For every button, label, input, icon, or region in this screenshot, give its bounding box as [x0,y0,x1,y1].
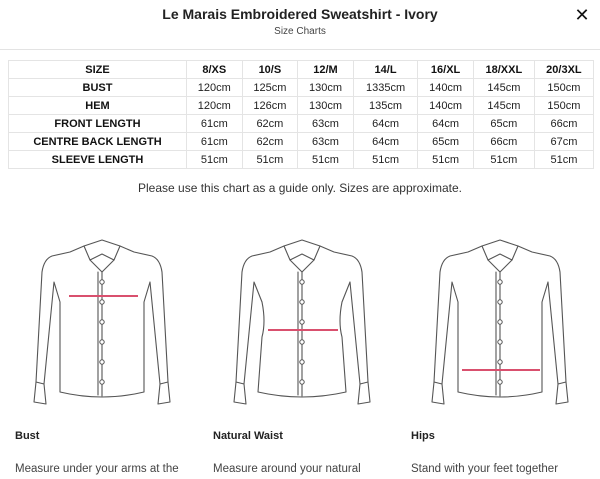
bust-label: Bust [15,430,40,442]
table-cell: 64cm [353,115,418,133]
table-cell: 51cm [534,151,593,169]
shirt-hips-icon [420,232,580,412]
table-row [9,151,594,169]
table-cell: 130cm [298,79,354,97]
natural-waist-description: Measure around your natural [213,463,361,475]
table-cell: 140cm [418,79,474,97]
table-cell: 135cm [353,97,418,115]
column-header: 8/XS [187,61,243,79]
size-chart-table [8,60,594,169]
table-cell: 63cm [298,115,354,133]
table-cell: 63cm [298,133,354,151]
column-header: 18/XXL [473,61,534,79]
row-label: FRONT LENGTH [9,115,187,133]
table-cell: 130cm [298,97,354,115]
table-cell: 62cm [242,133,298,151]
table-cell: 51cm [187,151,243,169]
table-cell: 66cm [473,133,534,151]
table-cell: 61cm [187,115,243,133]
row-label: CENTRE BACK LENGTH [9,133,187,151]
table-cell: 150cm [534,79,593,97]
modal-header [0,0,600,50]
row-label: BUST [9,79,187,97]
table-cell: 67cm [534,133,593,151]
table-cell: 51cm [353,151,418,169]
table-cell: 145cm [473,79,534,97]
modal-subtitle: Size Charts [274,26,326,37]
column-header: 10/S [242,61,298,79]
table-row [9,115,594,133]
table-cell: 62cm [242,115,298,133]
column-header: 20/3XL [534,61,593,79]
hips-description: Stand with your feet together [411,463,559,475]
table-cell: 65cm [473,115,534,133]
table-cell: 1335cm [353,79,418,97]
table-cell: 64cm [418,115,474,133]
table-cell: 120cm [187,97,243,115]
row-label: HEM [9,97,187,115]
table-cell: 65cm [418,133,474,151]
row-label: SLEEVE LENGTH [9,151,187,169]
shirt-bust-icon [22,232,182,412]
close-icon[interactable]: ✕ [574,5,590,25]
table-cell: 51cm [473,151,534,169]
table-cell: 140cm [418,97,474,115]
table-cell: 66cm [534,115,593,133]
table-header-row [9,61,594,79]
table-cell: 61cm [187,133,243,151]
table-row [9,79,594,97]
size-guide-note: Please use this chart as a guide only. Sizes are approximate. [138,181,462,195]
shirt-waist-icon [222,232,382,412]
natural-waist-label: Natural Waist [213,430,283,442]
column-header: 16/XL [418,61,474,79]
table-cell: 125cm [242,79,298,97]
table-row [9,97,594,115]
table-cell: 145cm [473,97,534,115]
table-cell: 126cm [242,97,298,115]
table-cell: 64cm [353,133,418,151]
column-header: 12/M [298,61,354,79]
table-cell: 51cm [418,151,474,169]
modal-title: Le Marais Embroidered Sweatshirt - Ivory [162,6,438,22]
table-cell: 51cm [298,151,354,169]
table-cell: 51cm [242,151,298,169]
column-header: 14/L [353,61,418,79]
table-cell: 120cm [187,79,243,97]
column-header: SIZE [9,61,187,79]
bust-description: Measure under your arms at the [15,463,179,475]
hips-label: Hips [411,430,435,442]
table-row [9,133,594,151]
table-cell: 150cm [534,97,593,115]
